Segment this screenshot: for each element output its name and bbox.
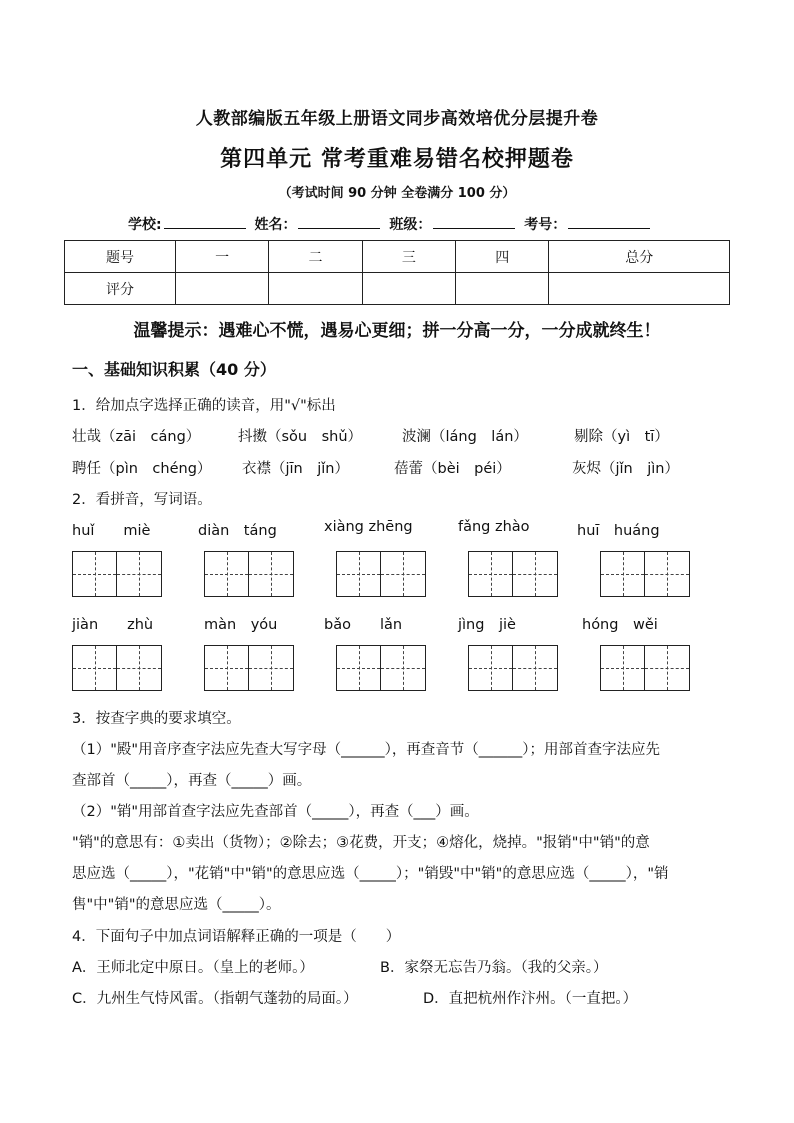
row-label-score: 评分 — [65, 273, 176, 305]
school-label: 学校: — [128, 217, 162, 233]
q3-prompt: 3．按查字典的要求填空。 — [72, 711, 241, 727]
q4-option-c: C．九州生气恃风雷。（指朝气蓬勃的局面。） — [72, 991, 358, 1007]
exam-info: （考试时间 90 分钟 全卷满分 100 分） — [278, 186, 516, 201]
q4-prompt: 4．下面句子中加点词语解释正确的一项是（ ） — [72, 929, 401, 945]
pinyin-label: jìng jiè — [458, 617, 516, 633]
pinyin-label: huǐ miè — [72, 523, 151, 539]
writing-grid[interactable] — [600, 645, 690, 691]
writing-grid[interactable] — [468, 645, 558, 691]
score-cell[interactable] — [269, 273, 362, 305]
pinyin-label: fǎng zhào — [458, 519, 530, 535]
pinyin-label: jiàn zhù — [72, 617, 154, 633]
col-total: 总分 — [549, 241, 730, 273]
series-title: 人教部编版五年级上册语文同步高效培优分层提升卷 — [195, 109, 599, 129]
writing-grid[interactable] — [600, 551, 690, 597]
page-title: 第四单元 常考重难易错名校押题卷 — [220, 147, 574, 172]
q1-option: 波澜（láng lán） — [402, 429, 528, 445]
q1-option: 灰烬（jǐn jìn） — [572, 461, 679, 477]
q3-line: 思应选（_____），"花销"中"销"的意思应选（_____）；"销毁"中"销"的意思应选（_____），"销 — [72, 866, 669, 882]
score-cell[interactable] — [456, 273, 549, 305]
q3-line: 查部首（_____），再查（_____）画。 — [72, 773, 312, 789]
q1-option: 剔除（yì tī） — [574, 429, 669, 445]
q3-line: （1）"殿"用音序查字法应先查大写字母（______），再查音节（______）；用部首查字法应先 — [72, 742, 661, 758]
writing-grid[interactable] — [72, 551, 162, 597]
pinyin-label: hóng wěi — [582, 617, 658, 633]
writing-grid[interactable] — [204, 551, 294, 597]
score-table-score-row — [65, 273, 730, 305]
q2-prompt: 2．看拼音，写词语。 — [72, 492, 212, 508]
q3-line: （2）"销"用部首查字法应先查部首（_____），再查（___）画。 — [72, 804, 479, 820]
score-table — [64, 240, 730, 305]
number-label: 考号： — [524, 217, 567, 233]
q3-line: 售"中"销"的意思应选（_____）。 — [72, 897, 281, 913]
number-blank[interactable] — [568, 216, 650, 229]
q4-option-d: D．直把杭州作汴州。（一直把。） — [423, 991, 638, 1007]
writing-grid[interactable] — [336, 645, 426, 691]
section-heading: 一、基础知识积累（40 分） — [72, 360, 276, 379]
pinyin-label: bǎo lǎn — [324, 617, 403, 633]
student-info-fields — [128, 214, 654, 234]
q1-prompt: 1．给加点字选择正确的读音，用"√"标出 — [72, 398, 336, 414]
tip-text: 温馨提示：遇难心不慌，遇易心更细；拼一分高一分，一分成就终生！ — [133, 321, 661, 341]
writing-grid[interactable] — [72, 645, 162, 691]
q3-line: "销"的意思有：①卖出（货物）；②除去；③花费，开支；④熔化，烧掉。"报销"中"销"的意 — [72, 835, 650, 851]
score-cell[interactable] — [176, 273, 269, 305]
q4-option-b: B．家祭无忘告乃翁。（我的父亲。） — [380, 960, 608, 976]
col-3: 三 — [362, 241, 455, 273]
q1-option: 聘任（pìn chéng） — [72, 461, 212, 477]
class-blank[interactable] — [433, 216, 515, 229]
score-cell[interactable] — [549, 273, 730, 305]
pinyin-label: huī huáng — [577, 523, 660, 539]
name-label: 姓名： — [254, 217, 297, 233]
class-label: 班级： — [389, 217, 432, 233]
q1-option: 蓓蕾（bèi péi） — [394, 461, 511, 477]
school-blank[interactable] — [164, 216, 246, 229]
col-4: 四 — [456, 241, 549, 273]
writing-grid[interactable] — [204, 645, 294, 691]
writing-grid[interactable] — [336, 551, 426, 597]
name-blank[interactable] — [298, 216, 380, 229]
score-table-header-row — [65, 241, 730, 273]
score-cell[interactable] — [362, 273, 455, 305]
writing-grid[interactable] — [468, 551, 558, 597]
pinyin-label: diàn táng — [198, 523, 277, 539]
row-label-question: 题号 — [65, 241, 176, 273]
pinyin-label: xiàng zhēng — [324, 519, 413, 535]
pinyin-label: màn yóu — [204, 617, 278, 633]
q4-option-a: A．王师北定中原日。（皇上的老师。） — [72, 960, 314, 976]
col-2: 二 — [269, 241, 362, 273]
q1-option: 壮哉（zāi cáng） — [72, 429, 201, 445]
q1-option: 衣襟（jīn jǐn） — [242, 461, 349, 477]
q1-option: 抖擞（sǒu shǔ） — [238, 429, 363, 445]
col-1: 一 — [176, 241, 269, 273]
